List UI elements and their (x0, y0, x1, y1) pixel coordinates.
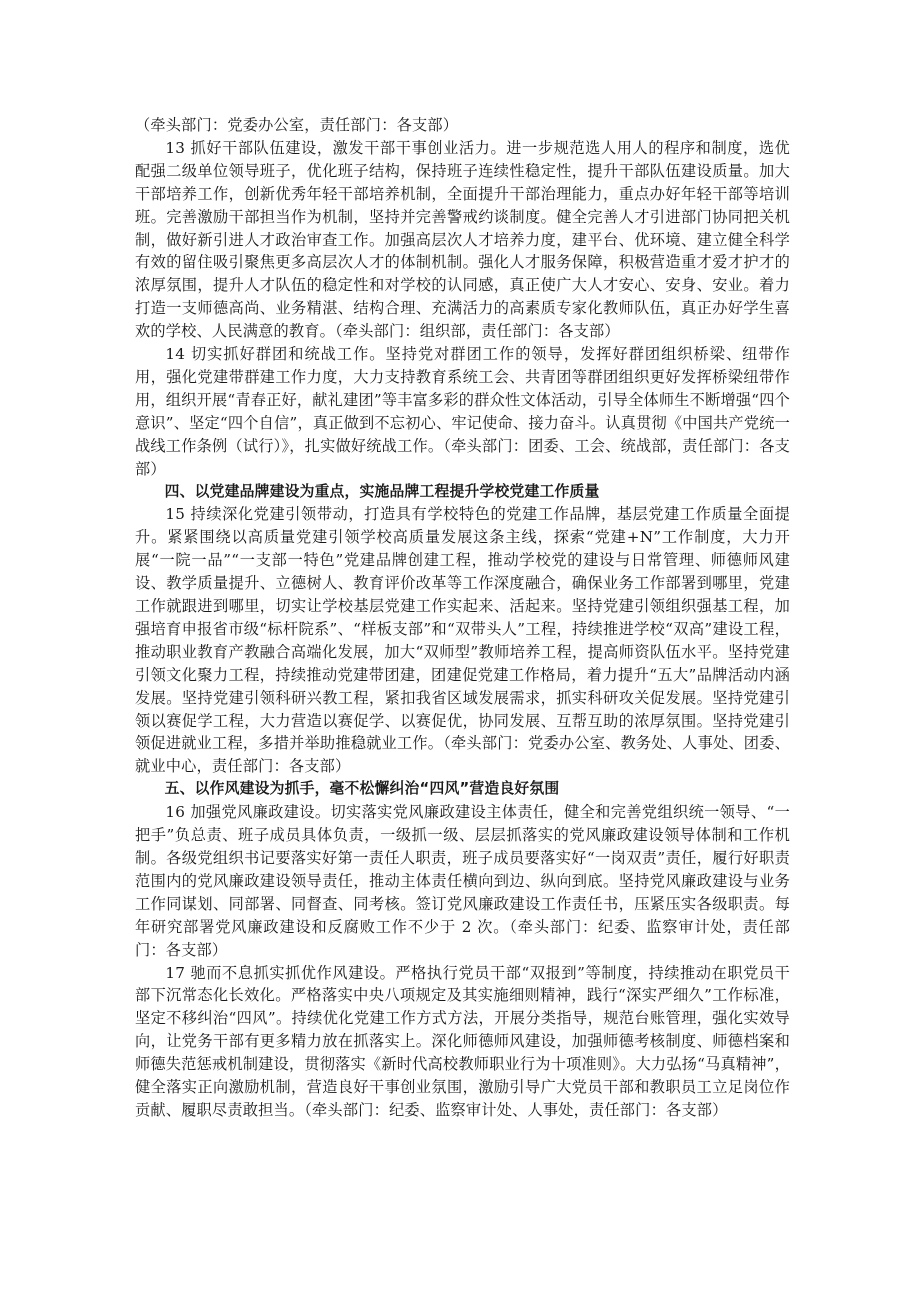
document-page (135, 114, 790, 1122)
paragraph-item-16: 16 加强党风廉政建设。切实落实党风廉政建设主体责任，健全和完善党组织统一领导、“一把手”负总责、班子成员具体负责，一级抓一级、层层抓落实的党风廉政建设领导体制和工作机制。各级党组织书记要落实好第一责任人职责，班子成员要落实好“一岗双责”责任，履行好职责范围内的党风廉政建设领导责任，推动主体责任横向到边、纵向到底。坚持党风廉政建设与业务工作同谋划、同部署、同督查、同考核。签订党风廉政建设工作责任书，压紧压实各级职责。每年研究部署党风廉政建设和反腐败工作不少于 2 次。（牵头部门：纪委、监察审计处，责任部门：各支部） (135, 803, 790, 959)
paragraph-item-17: 17 驰而不息抓实抓优作风建设。严格执行党员干部“双报到”等制度，持续推动在职党员干部下沉常态化长效化。严格落实中央八项规定及其实施细则精神，践行“深实严细久”工作标准，坚定不移纠治“四风”。持续优化党建工作方式方法，开展分类指导，规范台账管理，强化实效导向，让党务干部有更多精力放在抓落实上。深化师德师风建设，加强师德考核制度、师德档案和师德失范惩戒机制建设，贯彻落实《新时代高校教师职业行为十项准则》。大力弘扬“马真精神”，健全落实正向激励机制，营造良好干事创业氛围，激励引导广大党员干部和教职员工立足岗位作贡献、履职尽责敢担当。（牵头部门：纪委、监察审计处、人事处，责任部门：各支部） (135, 963, 790, 1119)
section-heading-5: 五、以作风建设为抓手，毫不松懈纠治“四风”营造良好氛围 (164, 780, 560, 798)
section-heading-4: 四、以党建品牌建设为重点，实施品牌工程提升学校党建工作质量 (164, 482, 600, 500)
paragraph-item-13: 13 抓好干部队伍建设，激发干部干事创业活力。进一步规范选人用人的程序和制度，选优配强二级单位领导班子，优化班子结构，保持班子连续性稳定性，提升干部队伍建设质量。加大干部培养工作，创新优秀年轻干部培养机制，全面提升干部治理能力，重点办好年轻干部等培训班。完善激励干部担当作为机制，坚持并完善警戒约谈制度。健全完善人才引进部门协同把关机制，做好新引进人才政治审查工作。加强高层次人才培养力度，建平台、优环境、建立健全科学有效的留住吸引聚焦更多高层次人才的体制机制。强化人才服务保障，积极营造重才爱才护才的浓厚氛围，提升人才队伍的稳定性和对学校的认同感，真正使广大人才安心、安身、安业。着力打造一支师德高尚、业务精湛、结构合理、充满活力的高素质专家化教师队伍，真正办好学生喜欢的学校、人民满意的教育。（牵头部门：组织部，责任部门：各支部） (135, 138, 790, 341)
responsible-dept-line: （牵头部门：党委办公室，责任部门：各支部） (135, 116, 459, 134)
paragraph-item-14: 14 切实抓好群团和统战工作。坚持党对群团工作的领导，发挥好群团组织桥梁、纽带作用，强化党建带群建工作力度，大力支持教育系统工会、共青团等群团组织更好发挥桥梁纽带作用，组织开展“青春正好，献礼建团”等丰富多彩的群众性文体活动，引导全体师生不断增强“四个意识”、坚定“四个自信”，真正做到不忘初心、牢记使命、接力奋斗。认真贯彻《中国共产党统一战线工作条例（试行）》，扎实做好统战工作。（牵头部门：团委、工会、统战部，责任部门：各支部） (135, 345, 790, 478)
paragraph-item-15: 15 持续深化党建引领带动，打造具有学校特色的党建工作品牌，基层党建工作质量全面提升。紧紧围绕以高质量党建引领学校高质量发展这条主线，探索“党建+N”工作制度，大力开展“一院一品”“一支部一特色”党建品牌创建工程，推动学校党的建设与日常管理、师德师风建设、教学质量提升、立德树人、教育评价改革等工作深度融合，确保业务工作部署到哪里，党建工作就跟进到哪里，切实让学校基层党建工作实起来、活起来。坚持党建引领组织强基工程，加强培育申报省市级“标杆院系”、“样板支部”和“双带头人”工程，持续推进学校“双高”建设工程，推动职业教育产教融合高端化发展，加大“双师型”教师培养工程，提高师资队伍水平。坚持党建引领文化聚力工程，持续推动党建带团建，团建促党建工作格局，着力提升“五大”品牌活动内涵发展。坚持党建引领科研兴教工程，紧扣我省区域发展需求，抓实科研攻关促发展。坚持党建引领以赛促学工程，大力营造以赛促学、以赛促优，协同发展、互帮互助的浓厚氛围。坚持党建引领促进就业工程，多措并举助推稳就业工作。（牵头部门：党委办公室、教务处、人事处、团委、就业中心，责任部门：各支部） (135, 505, 790, 776)
